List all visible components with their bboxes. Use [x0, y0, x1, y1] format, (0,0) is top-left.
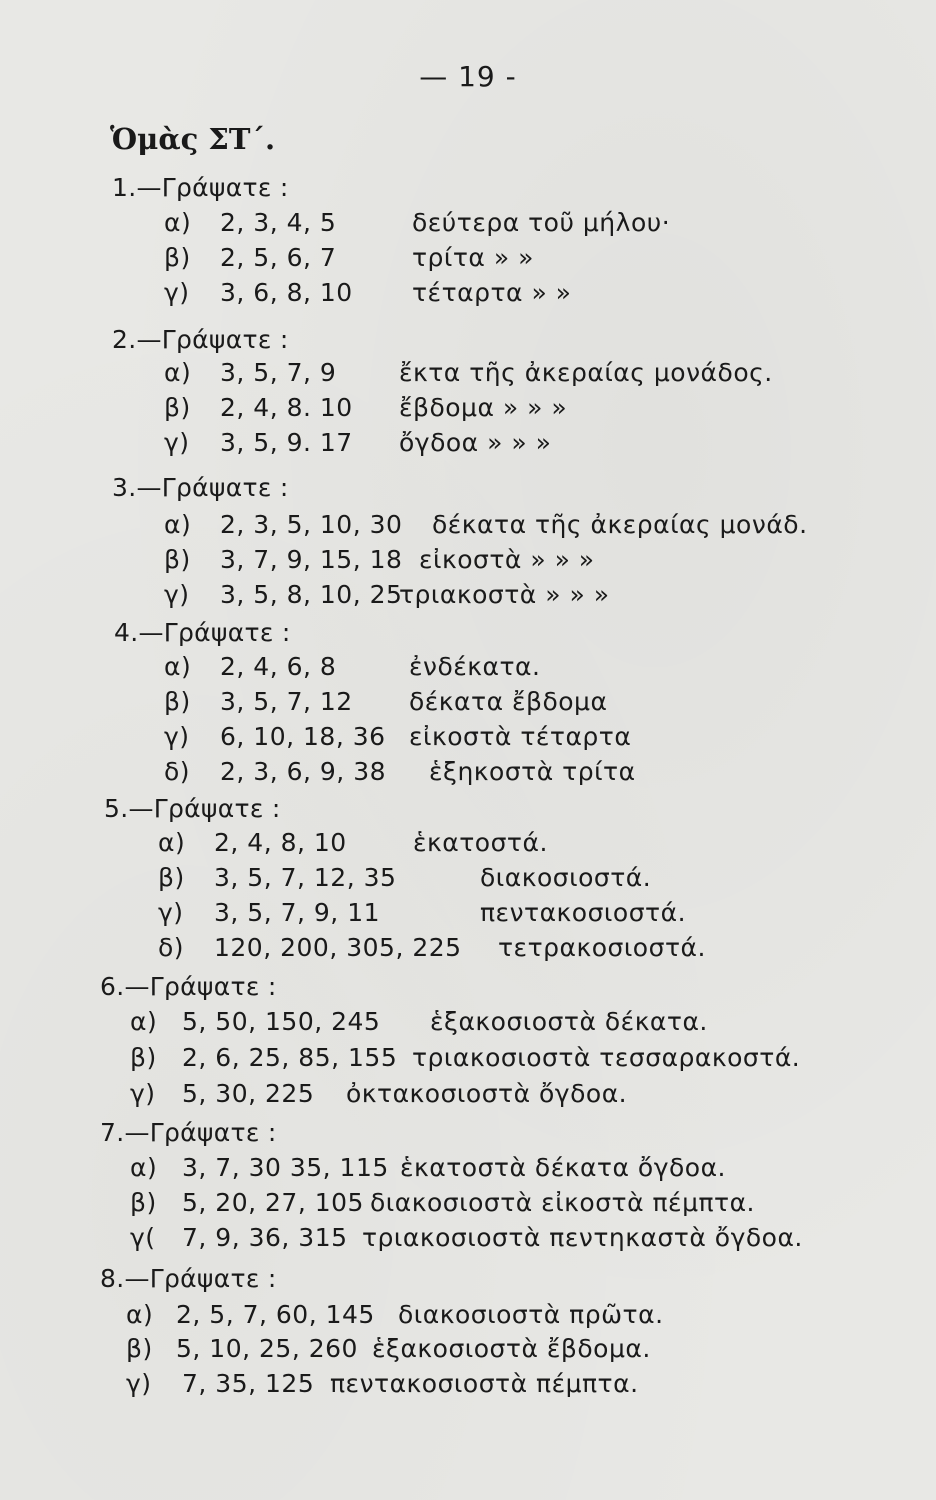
item-description: ἑκατοστά. — [413, 828, 548, 857]
exercise-heading: 4.—Γράψατε : — [114, 618, 291, 647]
item-label: α) — [126, 1300, 154, 1329]
item-numbers: 2, 3, 5, 10, 30 — [220, 510, 403, 539]
exercise-heading: 1.—Γράψατε : — [112, 173, 289, 202]
item-label: γ) — [164, 428, 190, 457]
exercise-heading: 5.—Γράψατε : — [104, 794, 281, 823]
item-label: γ) — [164, 278, 190, 307]
item-numbers: 5, 20, 27, 105 — [182, 1188, 364, 1217]
item-description: τετρακοσιοστά. — [498, 933, 706, 962]
item-numbers: 2, 3, 4, 5 — [220, 208, 337, 237]
item-numbers: 120, 200, 305, 225 — [214, 933, 462, 962]
item-label: β) — [164, 243, 191, 272]
item-numbers: 3, 5, 7, 9 — [220, 358, 337, 387]
exercise-heading: 3.—Γράψατε : — [112, 473, 289, 502]
item-description: πεντακοσιοστὰ πέμπτα. — [330, 1369, 639, 1398]
item-numbers: 2, 6, 25, 85, 155 — [182, 1043, 398, 1072]
item-label: β) — [164, 687, 191, 716]
item-label: α) — [164, 208, 192, 237]
item-description: δέκατα ἔβδομα — [409, 687, 608, 716]
item-label: γ) — [126, 1369, 152, 1398]
item-description: διακοσιοστὰ εἰκοστὰ πέμπτα. — [370, 1188, 756, 1217]
item-numbers: 2, 5, 7, 60, 145 — [176, 1300, 375, 1329]
item-numbers: 2, 3, 6, 9, 38 — [220, 757, 387, 786]
item-description: ἑκατοστὰ δέκατα ὄγδοα. — [400, 1153, 727, 1182]
item-description: εἰκοστὰ » » » — [419, 545, 595, 574]
item-numbers: 5, 50, 150, 245 — [182, 1007, 381, 1036]
item-label: δ) — [164, 757, 191, 786]
item-numbers: 2, 4, 8. 10 — [220, 393, 353, 422]
item-label: β) — [164, 545, 191, 574]
item-numbers: 2, 4, 6, 8 — [220, 652, 337, 681]
exercise-heading: 2.—Γράψατε : — [112, 325, 289, 354]
item-description: ἔκτα τῆς ἀκεραίας μονάδος. — [399, 358, 773, 387]
item-description: πεντακοσιοστά. — [480, 898, 687, 927]
item-numbers: 3, 5, 7, 9, 11 — [214, 898, 381, 927]
item-numbers: 3, 7, 30 35, 115 — [182, 1153, 389, 1182]
item-label: γ) — [158, 898, 184, 927]
item-description: δέκατα τῆς ἀκεραίας μονάδ. — [432, 510, 808, 539]
item-label: α) — [164, 652, 192, 681]
item-label: γ( — [130, 1223, 156, 1252]
item-numbers: 3, 6, 8, 10 — [220, 278, 353, 307]
item-description: εἰκοστὰ τέταρτα — [409, 722, 632, 751]
item-numbers: 2, 4, 8, 10 — [214, 828, 347, 857]
item-numbers: 3, 5, 7, 12 — [220, 687, 353, 716]
item-description: ὄγδοα » » » — [399, 428, 552, 457]
item-description: τέταρτα » » — [412, 278, 572, 307]
item-description: τριακοστὰ » » » — [399, 580, 610, 609]
item-description: ὀκτακοσιοστὰ ὄγδοα. — [346, 1079, 628, 1108]
item-numbers: 2, 5, 6, 7 — [220, 243, 337, 272]
item-numbers: 7, 9, 36, 315 — [182, 1223, 348, 1252]
item-numbers: 5, 10, 25, 260 — [176, 1334, 358, 1363]
page-number: — 19 - — [419, 60, 517, 93]
item-description: τρίτα » » — [412, 243, 534, 272]
group-title: Ὁμὰς ΣΤ΄. — [110, 122, 276, 156]
item-label: δ) — [158, 933, 185, 962]
item-label: α) — [164, 510, 192, 539]
item-numbers: 3, 5, 7, 12, 35 — [214, 863, 397, 892]
item-numbers: 3, 5, 9. 17 — [220, 428, 353, 457]
item-label: γ) — [130, 1079, 156, 1108]
item-label: β) — [158, 863, 185, 892]
item-description: ἐνδέκατα. — [409, 652, 541, 681]
item-label: α) — [158, 828, 186, 857]
item-description: διακοσιοστὰ πρῶτα. — [398, 1300, 664, 1329]
item-label: α) — [164, 358, 192, 387]
exercise-heading: 7.—Γράψατε : — [100, 1118, 277, 1147]
item-description: ἑξηκοστὰ τρίτα — [429, 757, 636, 786]
item-description: ἑξακοσιοστὰ ἔβδομα. — [372, 1334, 651, 1363]
item-label: β) — [126, 1334, 153, 1363]
item-numbers: 3, 5, 8, 10, 25 — [220, 580, 403, 609]
item-label: γ) — [164, 722, 190, 751]
item-numbers: 3, 7, 9, 15, 18 — [220, 545, 403, 574]
item-numbers: 5, 30, 225 — [182, 1079, 315, 1108]
item-description: τριακοσιοστὰ πεντηκαστὰ ὄγδοα. — [362, 1223, 803, 1252]
item-description: δεύτερα τοῦ μήλου· — [412, 208, 671, 237]
item-numbers: 7, 35, 125 — [182, 1369, 315, 1398]
item-label: β) — [130, 1043, 157, 1072]
exercise-heading: 6.—Γράψατε : — [100, 972, 277, 1001]
item-label: β) — [130, 1188, 157, 1217]
exercise-heading: 8.—Γράψατε : — [100, 1264, 277, 1293]
item-description: τριακοσιοστὰ τεσσαρακοστά. — [412, 1043, 801, 1072]
item-numbers: 6, 10, 18, 36 — [220, 722, 386, 751]
item-label: γ) — [164, 580, 190, 609]
item-description: διακοσιοστά. — [480, 863, 652, 892]
item-description: ἔβδομα » » » — [399, 393, 568, 422]
item-label: α) — [130, 1007, 158, 1036]
item-description: ἑξακοσιοστὰ δέκατα. — [430, 1007, 708, 1036]
item-label: α) — [130, 1153, 158, 1182]
item-label: β) — [164, 393, 191, 422]
